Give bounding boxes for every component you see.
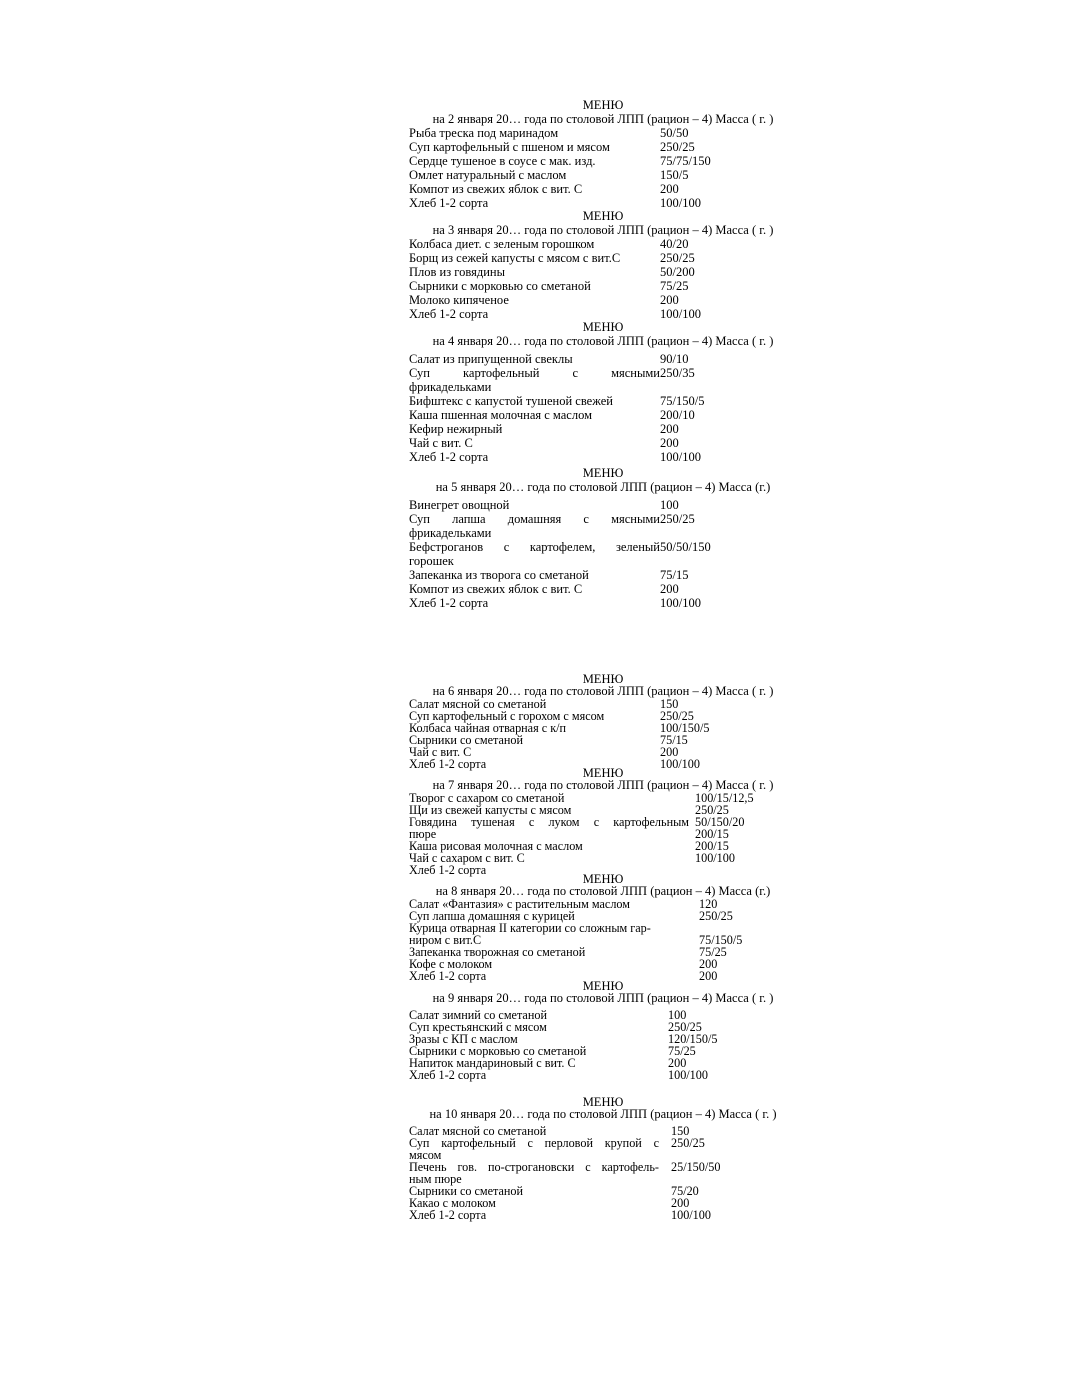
dish-mass: 100/100 xyxy=(660,596,701,610)
dish-mass: 150 xyxy=(660,697,679,711)
dish-name: Чай с сахаром с вит. С xyxy=(409,851,525,865)
dish-mass: 50/50 xyxy=(660,126,689,140)
dish-mass: 100 xyxy=(668,1008,687,1022)
menu-item xyxy=(409,816,809,828)
dish-name: Чай с вит. С xyxy=(409,745,472,759)
menu-item xyxy=(409,126,809,140)
dish-name: Винегрет овощной xyxy=(409,498,510,512)
menu-jan-8 xyxy=(409,874,809,982)
dish-mass: 200 xyxy=(660,436,679,450)
dish-name: Сырники со сметаной xyxy=(409,733,524,747)
dish-name: Салат из припущенной свеклы xyxy=(409,352,573,366)
menu-subtitle: на 4 января 20… года по столовой ЛПП (рацион – 4) Масса ( г. ) xyxy=(432,334,774,348)
menu-item xyxy=(409,596,809,610)
dish-name: Запеканка из творога со сметаной xyxy=(409,568,589,582)
dish-mass: 100/150/5 xyxy=(660,721,710,735)
menu-item xyxy=(409,422,809,436)
dish-mass: 90/10 xyxy=(660,352,689,366)
menu-title: МЕНЮ xyxy=(582,872,624,886)
dish-name: Плов из говядины xyxy=(409,265,505,279)
dish-mass: 100/100 xyxy=(668,1068,708,1082)
dish-mass: 75/150/5 xyxy=(660,394,705,408)
dish-name: Щи из свежей капусты с мясом xyxy=(409,803,572,817)
dish-name xyxy=(409,366,660,394)
dish-name-line2: мясом xyxy=(409,1148,442,1162)
dish-name: Колбаса диет. с зеленым горошком xyxy=(409,237,595,251)
dish-mass: 200/15 xyxy=(695,827,729,841)
dish-mass: 150 xyxy=(671,1124,690,1138)
dish-mass: 120/150/5 xyxy=(668,1032,718,1046)
dish-mass: 200 xyxy=(699,969,718,983)
dish-mass: 250/25 xyxy=(660,709,694,723)
menu-item xyxy=(409,512,809,540)
dish-name: Компот из свежих яблок с вит. С xyxy=(409,182,583,196)
dish-mass: 100/100 xyxy=(671,1208,711,1222)
dish-name xyxy=(409,1137,659,1161)
dish-name: Напиток мандариновый с вит. С xyxy=(409,1056,576,1070)
menu-item xyxy=(409,154,809,168)
dish-name: Хлеб 1-2 сорта xyxy=(409,757,487,771)
dish-mass: 200 xyxy=(660,182,679,196)
dish-name: Сырники с морковью со сметаной xyxy=(409,279,591,293)
menu-title: МЕНЮ xyxy=(582,209,624,223)
dish-name: Салат мясной со сметаной xyxy=(409,1124,547,1138)
menu-item xyxy=(409,251,809,265)
dish-name: Суп крестьянский с мясом xyxy=(409,1020,547,1034)
dish-mass: 120 xyxy=(699,897,718,911)
menu-jan-7 xyxy=(409,768,809,876)
dish-name: ниром с вит.С xyxy=(409,933,482,947)
dish-mass: 250/25 xyxy=(660,140,695,154)
menu-item xyxy=(409,1209,809,1221)
dish-name: Салат мясной со сметаной xyxy=(409,697,547,711)
dish-name: Запеканка творожная со сметаной xyxy=(409,945,586,959)
dish-name: Сырники с морковью со сметаной xyxy=(409,1044,587,1058)
menu-subtitle: на 10 января 20… года по столовой ЛПП (рацион – 4) Масса ( г. ) xyxy=(429,1107,777,1121)
dish-mass: 50/200 xyxy=(660,265,695,279)
menu-item xyxy=(409,182,809,196)
dish-name: Омлет натуральный с маслом xyxy=(409,168,567,182)
menu-jan-4 xyxy=(409,321,809,464)
dish-mass: 25/150/50 xyxy=(671,1160,721,1174)
dish-mass: 100/100 xyxy=(660,450,701,464)
dish-name: Суп лапша домашняя с курицей xyxy=(409,909,575,923)
menu-subtitle: на 6 января 20… года по столовой ЛПП (рацион – 4) Масса ( г. ) xyxy=(432,684,774,698)
dish-mass: 40/20 xyxy=(660,237,689,251)
dish-mass: 200/10 xyxy=(660,408,695,422)
dish-mass: 250/25 xyxy=(671,1136,705,1150)
dish-mass: 250/25 xyxy=(699,909,733,923)
menu-subtitle: на 2 января 20… года по столовой ЛПП (рацион – 4) Масса ( г. ) xyxy=(432,112,774,126)
menu-item xyxy=(409,279,809,293)
dish-name-line1: Печень гов. по-строгановски с картофель- xyxy=(409,1160,659,1174)
dish-mass: 75/15 xyxy=(660,733,688,747)
dish-name: Хлеб 1-2 сорта xyxy=(409,196,489,210)
menu-item xyxy=(409,1137,809,1161)
menu-title: МЕНЮ xyxy=(582,979,624,993)
dish-mass: 75/25 xyxy=(699,945,727,959)
dish-name xyxy=(409,1161,659,1185)
menu-item xyxy=(409,1161,809,1185)
menu-title: МЕНЮ xyxy=(582,320,624,334)
dish-name: Кефир нежирный xyxy=(409,422,503,436)
menu-title: МЕНЮ xyxy=(582,766,624,780)
dish-mass: 200 xyxy=(660,293,679,307)
dish-name-line1: Суп картофельный с перловой крупой с xyxy=(409,1136,659,1150)
dish-mass: 200 xyxy=(668,1056,687,1070)
dish-name: Зразы с КП с маслом xyxy=(409,1032,518,1046)
menu-item xyxy=(409,394,809,408)
dish-name: Кофе с молоком xyxy=(409,957,493,971)
menu-title: МЕНЮ xyxy=(582,672,624,686)
dish-mass: 250/35 xyxy=(660,366,695,380)
menu-subtitle: на 7 января 20… года по столовой ЛПП (рацион – 4) Масса ( г. ) xyxy=(432,778,774,792)
dish-mass: 250/25 xyxy=(668,1020,702,1034)
dish-mass: 75/25 xyxy=(668,1044,696,1058)
menu-item xyxy=(409,307,809,321)
dish-mass: 75/75/150 xyxy=(660,154,711,168)
menu-item xyxy=(409,168,809,182)
menu-jan-6 xyxy=(409,674,809,770)
menu-item xyxy=(409,568,809,582)
dish-name-line1: Суп лапша домашняя с мясными xyxy=(409,512,660,526)
menu-title: МЕНЮ xyxy=(582,466,624,480)
dish-mass: 50/150/20 xyxy=(695,815,745,829)
dish-name: Колбаса чайная отварная с к/п xyxy=(409,721,567,735)
dish-name: Компот из свежих яблок с вит. С xyxy=(409,582,583,596)
dish-name: Сырники со сметаной xyxy=(409,1184,524,1198)
dish-name: Молоко кипяченое xyxy=(409,293,509,307)
menu-item xyxy=(409,237,809,251)
dish-name-line2: фрикадельками xyxy=(409,526,492,540)
dish-name-line2: горошек xyxy=(409,554,454,568)
menu-item xyxy=(409,140,809,154)
menu-item xyxy=(409,352,809,366)
dish-mass: 75/25 xyxy=(660,279,689,293)
dish-mass: 75/20 xyxy=(671,1184,699,1198)
dish-name xyxy=(409,512,660,540)
dish-mass: 200 xyxy=(660,582,679,596)
dish-name: Творог с сахаром со сметаной xyxy=(409,791,565,805)
menu-subtitle: на 5 января 20… года по столовой ЛПП (рацион – 4) Масса (г.) xyxy=(435,480,771,494)
dish-name: Хлеб 1-2 сорта xyxy=(409,863,487,877)
dish-name: Чай с вит. С xyxy=(409,436,473,450)
dish-name: Борщ из сежей капусты с мясом с вит.С xyxy=(409,251,621,265)
menu-jan-9 xyxy=(409,981,809,1081)
dish-mass: 200 xyxy=(699,957,718,971)
dish-mass: 75/150/5 xyxy=(699,933,743,947)
menu-title: МЕНЮ xyxy=(582,1095,624,1109)
dish-mass: 200 xyxy=(671,1196,690,1210)
dish-mass: 100/100 xyxy=(660,307,701,321)
dish-name-line2: фрикадельками xyxy=(409,380,492,394)
menu-jan-10 xyxy=(409,1097,809,1221)
dish-name: Сердце тушеное в соусе с мак. изд. xyxy=(409,154,596,168)
dish-mass: 250/25 xyxy=(695,803,729,817)
dish-mass: 100/100 xyxy=(660,196,701,210)
menu-item xyxy=(409,498,809,512)
dish-name: Хлеб 1-2 сорта xyxy=(409,1068,487,1082)
menu-item xyxy=(409,265,809,279)
menu-item xyxy=(409,540,809,568)
menu-jan-3 xyxy=(409,210,809,321)
menu-jan-5 xyxy=(409,467,809,610)
dish-name: Салат «Фантазия» с растительным маслом xyxy=(409,897,630,911)
dish-name-line1: Суп картофельный с мясными xyxy=(409,366,660,380)
dish-name: пюре xyxy=(409,827,437,841)
dish-name: Хлеб 1-2 сорта xyxy=(409,307,489,321)
dish-mass: 100/15/12,5 xyxy=(695,791,754,805)
menu-title: МЕНЮ xyxy=(582,98,624,112)
dish-mass: 200/15 xyxy=(695,839,729,853)
dish-name: Какао с молоком xyxy=(409,1196,496,1210)
dish-mass: 250/25 xyxy=(660,512,695,526)
dish-mass: 50/50/150 xyxy=(660,540,711,554)
dish-name: Суп картофельный с пшеном и мясом xyxy=(409,140,610,154)
dish-name: Каша рисовая молочная с маслом xyxy=(409,839,583,853)
menu-subtitle: на 9 января 20… года по столовой ЛПП (рацион – 4) Масса ( г. ) xyxy=(432,991,774,1005)
menu-jan-2 xyxy=(409,99,809,210)
menu-item xyxy=(409,582,809,596)
dish-name: Бифштекс с капустой тушеной свежей xyxy=(409,394,613,408)
dish-mass: 200 xyxy=(660,422,679,436)
dish-name: Хлеб 1-2 сорта xyxy=(409,596,489,610)
dish-mass: 100/100 xyxy=(660,757,700,771)
menu-subtitle: на 8 января 20… года по столовой ЛПП (рацион – 4) Масса (г.) xyxy=(435,884,771,898)
dish-mass: 250/25 xyxy=(660,251,695,265)
dish-name: Рыба треска под маринадом xyxy=(409,126,559,140)
dish-mass: 100 xyxy=(660,498,679,512)
menu-item xyxy=(409,196,809,210)
dish-name: Салат зимний со сметаной xyxy=(409,1008,547,1022)
menu-item xyxy=(409,408,809,422)
menu-item xyxy=(409,436,809,450)
dish-name xyxy=(409,540,660,568)
dish-mass: 100/100 xyxy=(695,851,735,865)
menu-item xyxy=(409,1069,809,1081)
dish-name: Говядина тушеная с луком с картофельным xyxy=(409,815,689,829)
dish-mass: 150/5 xyxy=(660,168,689,182)
dish-mass: 200 xyxy=(660,745,679,759)
dish-name-line2: ным пюре xyxy=(409,1172,462,1186)
dish-mass: 75/15 xyxy=(660,568,689,582)
dish-name: Хлеб 1-2 сорта xyxy=(409,969,487,983)
menu-subtitle: на 3 января 20… года по столовой ЛПП (рацион – 4) Масса ( г. ) xyxy=(432,223,774,237)
dish-name: Суп картофельный с горохом с мясом xyxy=(409,709,605,723)
dish-name: Курица отварная II категории со сложным гар- xyxy=(409,921,651,935)
dish-name-line1: Бефстроганов с картофелем, зеленый xyxy=(409,540,660,554)
menu-item xyxy=(409,293,809,307)
dish-name: Хлеб 1-2 сорта xyxy=(409,450,489,464)
dish-name: Хлеб 1-2 сорта xyxy=(409,1208,487,1222)
menu-item xyxy=(409,366,809,394)
menu-item xyxy=(409,450,809,464)
dish-name: Каша пшенная молочная с маслом xyxy=(409,408,592,422)
